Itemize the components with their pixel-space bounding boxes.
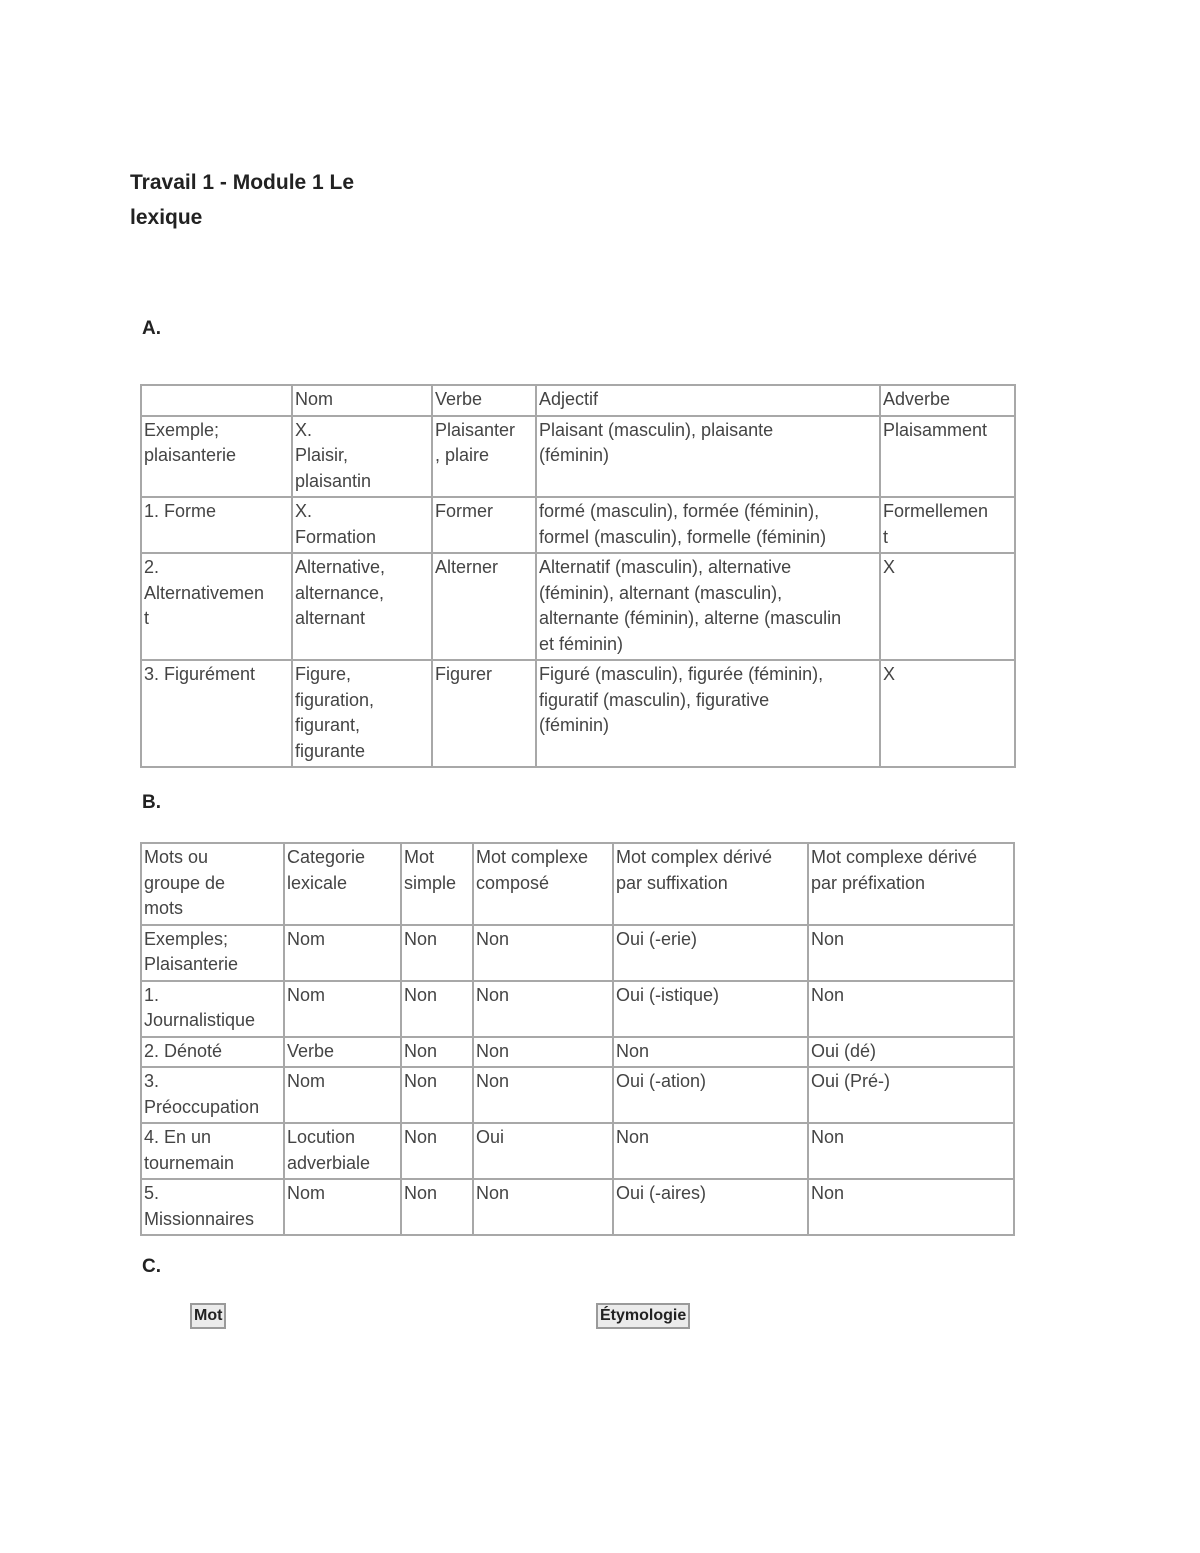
- table-row: [141, 660, 1015, 767]
- header-cell: Categorie lexicale: [284, 843, 401, 925]
- table-cell: Formellemen t: [880, 497, 1015, 553]
- section-c-label: C.: [142, 1256, 161, 1277]
- table-cell: Oui (-aires): [613, 1179, 808, 1235]
- table-cell: Nom: [284, 1179, 401, 1235]
- table-cell: formé (masculin), formée (féminin), formel (masculin), formelle (féminin): [536, 497, 880, 553]
- table-cell: Non: [473, 1037, 613, 1068]
- table-cell: Figurer: [432, 660, 536, 767]
- table-cell: Figuré (masculin), figurée (féminin), figuratif (masculin), figurative (féminin): [536, 660, 880, 767]
- header-cell: Adjectif: [536, 385, 880, 416]
- table-cell: Exemples; Plaisanterie: [141, 925, 284, 981]
- table-cell: 5. Missionnaires: [141, 1179, 284, 1235]
- lexicon-table-b: [140, 842, 1015, 1236]
- table-cell: Exemple; plaisanterie: [141, 416, 292, 498]
- table-cell: 3. Préoccupation: [141, 1067, 284, 1123]
- table-cell: X: [880, 660, 1015, 767]
- table-row: [141, 925, 1014, 981]
- table-cell: Non: [473, 981, 613, 1037]
- table-cell: Non: [613, 1037, 808, 1068]
- table-header-row: [141, 385, 1015, 416]
- table-cell: Oui (-erie): [613, 925, 808, 981]
- table-cell: Non: [473, 925, 613, 981]
- table-cell: Nom: [284, 981, 401, 1037]
- header-cell: Mots ou groupe de mots: [141, 843, 284, 925]
- table-cell: Non: [808, 1123, 1014, 1179]
- table-cell: Non: [808, 1179, 1014, 1235]
- section-b-label: B.: [142, 792, 161, 813]
- table-cell: Plaisant (masculin), plaisante (féminin): [536, 416, 880, 498]
- table-cell: 1. Journalistique: [141, 981, 284, 1037]
- table-cell: Verbe: [284, 1037, 401, 1068]
- table-cell: Alterner: [432, 553, 536, 660]
- table-row: [141, 1179, 1014, 1235]
- table-cell: Locution adverbiale: [284, 1123, 401, 1179]
- table-cell: 4. En un tournemain: [141, 1123, 284, 1179]
- header-cell: Mot complex dérivé par suffixation: [613, 843, 808, 925]
- table-cell: Nom: [284, 1067, 401, 1123]
- table-cell: Plaisanter , plaire: [432, 416, 536, 498]
- table-cell: Non: [401, 1179, 473, 1235]
- table-cell: Figure, figuration, figurant, figurante: [292, 660, 432, 767]
- table-cell: 1. Forme: [141, 497, 292, 553]
- table-cell: Non: [473, 1067, 613, 1123]
- table-cell: Oui (-ation): [613, 1067, 808, 1123]
- table-cell: Non: [401, 1123, 473, 1179]
- header-cell: Mot complexe composé: [473, 843, 613, 925]
- table-cell: Alternatif (masculin), alternative (féminin), alternant (masculin), alternante (féminin), alterne (masculin et féminin): [536, 553, 880, 660]
- table-cell: Non: [401, 1067, 473, 1123]
- table-cell: Non: [473, 1179, 613, 1235]
- table-row: [141, 497, 1015, 553]
- table-c-header-etymologie: Étymologie: [596, 1303, 690, 1329]
- table-row: [141, 553, 1015, 660]
- header-cell: Verbe: [432, 385, 536, 416]
- table-cell: Non: [401, 925, 473, 981]
- table-row: [141, 416, 1015, 498]
- table-cell: Alternative, alternance, alternant: [292, 553, 432, 660]
- table-cell: Non: [808, 981, 1014, 1037]
- table-cell: 3. Figurément: [141, 660, 292, 767]
- table-cell: Non: [401, 1037, 473, 1068]
- header-cell: [141, 385, 292, 416]
- table-cell: Non: [808, 925, 1014, 981]
- header-cell: Adverbe: [880, 385, 1015, 416]
- lexicon-table-a: [140, 384, 1016, 768]
- table-cell: Non: [613, 1123, 808, 1179]
- header-cell: Nom: [292, 385, 432, 416]
- table-cell: Oui (dé): [808, 1037, 1014, 1068]
- table-cell: X: [880, 553, 1015, 660]
- section-a-label: A.: [142, 318, 161, 339]
- table-cell: Oui (-istique): [613, 981, 808, 1037]
- table-cell: Non: [401, 981, 473, 1037]
- table-row: [141, 981, 1014, 1037]
- table-row: [141, 1037, 1014, 1068]
- table-cell: 2. Alternativemen t: [141, 553, 292, 660]
- table-cell: Oui (Pré-): [808, 1067, 1014, 1123]
- table-row: [141, 1123, 1014, 1179]
- table-cell: 2. Dénoté: [141, 1037, 284, 1068]
- table-row: [141, 1067, 1014, 1123]
- table-cell: X. Plaisir, plaisantin: [292, 416, 432, 498]
- table-c-header-mot: Mot: [190, 1303, 226, 1329]
- table-cell: Nom: [284, 925, 401, 981]
- header-cell: Mot simple: [401, 843, 473, 925]
- table-cell: Oui: [473, 1123, 613, 1179]
- table-cell: Former: [432, 497, 536, 553]
- table-cell: Plaisamment: [880, 416, 1015, 498]
- table-cell: X. Formation: [292, 497, 432, 553]
- page-title: Travail 1 - Module 1 Le lexique: [130, 171, 355, 229]
- header-cell: Mot complexe dérivé par préfixation: [808, 843, 1014, 925]
- table-header-row: [141, 843, 1014, 925]
